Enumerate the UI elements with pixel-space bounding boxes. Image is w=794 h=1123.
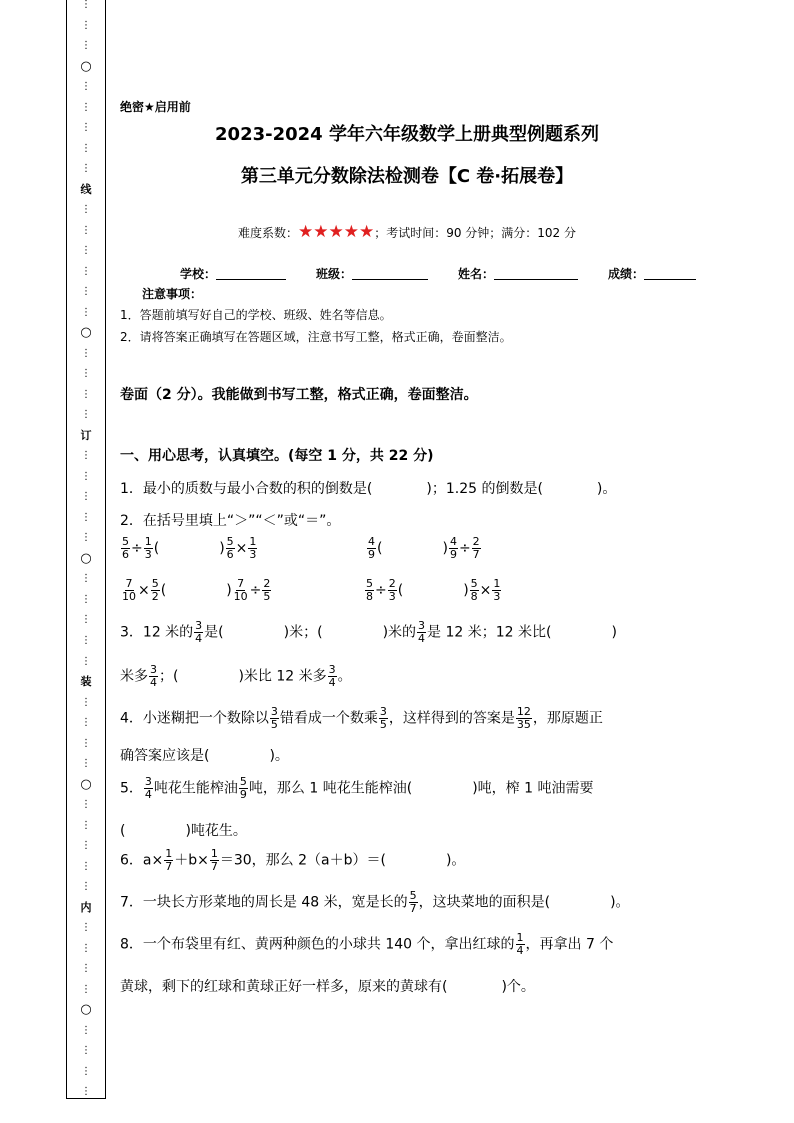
dots-mark: ⋮: [81, 881, 91, 893]
question-8-line2: [120, 976, 535, 996]
question-text: 7．一块长方形菜地的周长是 48 米，宽是长的: [120, 894, 408, 911]
fraction: [151, 578, 160, 603]
question-5-line1: [120, 776, 593, 801]
numerator: 3: [328, 663, 336, 676]
dots-mark: ⋮: [81, 634, 91, 646]
numerator: 3: [270, 705, 278, 718]
fraction: [194, 620, 203, 645]
dots-mark: ⋮: [81, 19, 91, 31]
numerator: 5: [151, 577, 159, 590]
dots-mark: ⋮: [81, 655, 91, 667]
numerator: 5: [366, 577, 373, 590]
fraction: [388, 578, 397, 603]
numerator: 3: [150, 663, 157, 676]
denominator: 4: [328, 676, 336, 689]
question-text: ，那原题正: [532, 710, 603, 727]
numerator: 1: [210, 847, 218, 860]
dots-mark: ⋮: [81, 1086, 91, 1098]
notes-title: 注意事项：: [142, 287, 203, 301]
question-text: ，这样得到的答案是: [388, 710, 515, 727]
question-text: )。: [269, 748, 289, 764]
numerator: 4: [368, 535, 375, 548]
dots-mark: ⋮: [81, 306, 91, 318]
numerator: 7: [237, 577, 245, 590]
question-text: )。: [445, 852, 466, 869]
question-text: ): [611, 624, 617, 641]
dots-mark: ⋮: [81, 101, 91, 113]
question-text: (: [153, 540, 160, 557]
question-text: 米多: [120, 668, 148, 685]
dots-mark: ⋮: [81, 1065, 91, 1077]
dots-mark: ⋮: [81, 142, 91, 154]
denominator: 9: [368, 548, 375, 561]
question-text: 是 12 米；12 米比(: [427, 624, 552, 641]
question-text: )米比 12 米多: [238, 668, 327, 685]
dots-mark: ⋮: [81, 737, 91, 749]
dots-mark: ⋮: [81, 840, 91, 852]
numerator: 5: [470, 577, 478, 590]
fraction: [328, 664, 337, 689]
denominator: 8: [366, 590, 373, 603]
dots-mark: ⋮: [81, 40, 91, 52]
fraction: [210, 848, 219, 873]
fraction: [248, 536, 257, 561]
school-field[interactable]: [216, 279, 286, 280]
question-text: )；1.25 的倒数是(: [426, 481, 543, 497]
question-7: [120, 890, 630, 915]
denominator: 3: [249, 548, 257, 561]
question-text: ÷: [249, 582, 262, 599]
question-text: )。: [596, 481, 617, 497]
section-heading: 一、用心思考，认真填空。(每空 1 分，共 22 分): [120, 448, 434, 464]
denominator: 7: [409, 902, 417, 915]
dots-mark: ⋮: [81, 388, 91, 400]
numerator: 1: [516, 931, 524, 944]
note-item: 2．请将答案正确填写在答题区域，注意书写工整，格式正确，卷面整洁。: [120, 330, 512, 344]
denominator: 5: [263, 590, 271, 603]
numerator: 1: [249, 535, 257, 548]
question-text: (: [160, 582, 167, 599]
fraction: [492, 578, 501, 603]
question-2-stem: 2．在括号里填上“＞”“＜”或“＝”。: [120, 513, 341, 529]
numerator: 1: [493, 577, 501, 590]
dots-mark: ⋮: [81, 860, 91, 872]
score-label: 成绩：: [608, 267, 645, 281]
numerator: 5: [122, 535, 129, 548]
fraction: [164, 848, 173, 873]
denominator: 6: [122, 548, 129, 561]
question-text: )。: [610, 894, 630, 911]
question-text: 5．: [120, 780, 143, 797]
dots-mark: ⋮: [81, 286, 91, 298]
question-text: ): [219, 540, 225, 557]
question-text: ＝30，那么 2（a＋b）＝(: [219, 852, 386, 869]
denominator: 4: [516, 944, 524, 957]
fraction: [239, 776, 248, 801]
dots-mark: ⋮: [81, 450, 91, 462]
denominator: 3: [388, 590, 396, 603]
fraction: [365, 578, 374, 603]
question-3-line1: [120, 620, 617, 645]
question-4-line2: [120, 745, 289, 765]
question-text: ×: [235, 540, 248, 557]
question-text: )吨花生。: [185, 823, 247, 839]
fraction: [144, 536, 153, 561]
denominator: 3: [493, 590, 501, 603]
question-text: ；(: [159, 668, 179, 685]
denominator: 6: [226, 548, 234, 561]
margin-label: 线: [80, 182, 92, 196]
dots-mark: ⋮: [81, 758, 91, 770]
dots-mark: ⋮: [81, 614, 91, 626]
question-text: 吨花生能榨油: [153, 780, 238, 797]
fraction: [270, 706, 279, 731]
fraction: [516, 706, 532, 731]
question-text: 4．小迷糊把一个数除以: [120, 710, 269, 727]
question-text: ×: [479, 582, 492, 599]
question-text: 黄球，剩下的红球和黄球正好一样多，原来的黄球有(: [120, 979, 448, 995]
denominator: 35: [516, 718, 531, 731]
circle-mark: ○: [80, 550, 92, 566]
dots-mark: ⋮: [81, 799, 91, 811]
dots-mark: ⋮: [81, 1024, 91, 1036]
question-text: 1．最小的质数与最小合数的积的倒数是(: [120, 481, 373, 497]
numerator: 3: [418, 619, 426, 632]
question-3-line2: [120, 664, 352, 689]
question-text: ，这块菜地的面积是(: [418, 894, 551, 911]
question-text: ，再拿出 7 个: [525, 936, 614, 953]
question-5-line2: [120, 820, 247, 840]
difficulty-label: 难度系数：: [237, 226, 298, 240]
dots-mark: ⋮: [81, 1045, 91, 1057]
fraction: [233, 578, 249, 603]
numerator: 3: [379, 705, 387, 718]
denominator: 10: [122, 590, 136, 603]
class-label: 班级：: [316, 267, 353, 281]
question-text: 确答案应该是(: [120, 748, 210, 764]
denominator: 7: [210, 860, 218, 873]
exam-subtitle: 第三单元分数除法检测卷【C 卷·拓展卷】: [240, 166, 574, 187]
numerator: 5: [226, 535, 234, 548]
question-text: 3．12 米的: [120, 624, 194, 641]
numerator: 2: [263, 577, 271, 590]
denominator: 10: [233, 590, 248, 603]
denominator: 5: [270, 718, 278, 731]
question-text: 吨，那么 1 吨花生能榨油(: [248, 780, 413, 797]
fraction: [472, 536, 481, 561]
dots-mark: ⋮: [81, 204, 91, 216]
question-text: ÷: [458, 540, 471, 557]
dots-mark: ⋮: [81, 224, 91, 236]
dots-mark: ⋮: [81, 368, 91, 380]
q2-expr-2: [366, 536, 482, 561]
question-text: (: [397, 582, 404, 599]
dots-mark: ⋮: [81, 491, 91, 503]
fraction: [470, 578, 479, 603]
numerator: 2: [472, 535, 480, 548]
dots-mark: ⋮: [81, 573, 91, 585]
fraction: [367, 536, 376, 561]
dots-mark: ⋮: [81, 409, 91, 421]
fraction: [121, 536, 130, 561]
question-text: 。: [337, 668, 352, 685]
question-8-line1: [120, 932, 613, 957]
question-text: ÷: [375, 582, 387, 599]
dots-mark: ⋮: [81, 163, 91, 175]
question-6: [120, 848, 465, 873]
fraction: [262, 578, 271, 603]
question-text: 6．a×: [120, 852, 164, 869]
circle-mark: ○: [80, 325, 92, 341]
dots-mark: ⋮: [81, 122, 91, 134]
dots-mark: ⋮: [81, 819, 91, 831]
dots-mark: ⋮: [81, 511, 91, 523]
fraction: [379, 706, 388, 731]
dots-mark: ⋮: [81, 963, 91, 975]
dots-mark: ⋮: [81, 0, 91, 10]
numerator: 5: [239, 775, 247, 788]
dots-mark: ⋮: [81, 942, 91, 954]
note-item: 1．答题前填写好自己的学校、班级、姓名等信息。: [120, 308, 392, 322]
fraction: [417, 620, 426, 645]
dots-mark: ⋮: [81, 983, 91, 995]
question-text: )米的: [382, 624, 417, 641]
question-text: )个。: [501, 979, 535, 995]
denominator: 8: [470, 590, 478, 603]
student-info-row: [180, 265, 696, 282]
fraction: [409, 890, 418, 915]
denominator: 4: [144, 788, 152, 801]
denominator: 5: [379, 718, 387, 731]
dots-mark: ⋮: [81, 532, 91, 544]
dots-mark: ⋮: [81, 347, 91, 359]
numerator: 4: [449, 535, 457, 548]
question-1: [120, 478, 616, 498]
question-text: ): [442, 540, 448, 557]
dots-mark: ⋮: [81, 470, 91, 482]
dots-mark: ⋮: [81, 81, 91, 93]
dots-mark: ⋮: [81, 922, 91, 934]
dots-mark: ⋮: [81, 717, 91, 729]
denominator: 2: [151, 590, 159, 603]
numerator: 12: [516, 705, 531, 718]
denominator: 7: [472, 548, 480, 561]
denominator: 4: [418, 632, 426, 645]
numerator: 3: [195, 619, 203, 632]
q2-expr-1: [120, 536, 258, 561]
class-field[interactable]: [352, 279, 428, 280]
denominator: 4: [150, 676, 157, 689]
question-text: )米；(: [283, 624, 323, 641]
fraction: [516, 932, 525, 957]
numerator: 1: [144, 535, 152, 548]
dots-mark: ⋮: [81, 696, 91, 708]
question-4-line1: [120, 706, 603, 731]
school-label: 学校：: [180, 267, 217, 281]
circle-mark: ○: [80, 776, 92, 792]
numerator: 1: [165, 847, 173, 860]
numerator: 7: [125, 577, 133, 590]
exam-time-score: ；考试时间：90 分钟；满分：102 分: [374, 226, 577, 240]
exam-title: 2023-2024 学年六年级数学上册典型例题系列: [215, 124, 599, 145]
dots-mark: ⋮: [81, 593, 91, 605]
fraction: [226, 536, 235, 561]
score-field[interactable]: [644, 279, 696, 280]
q2-expr-3: [120, 578, 272, 603]
denominator: 9: [239, 788, 247, 801]
numerator: 3: [144, 775, 152, 788]
question-text: (: [377, 540, 383, 557]
question-text: ＋b×: [174, 852, 209, 869]
margin-label: 订: [80, 428, 92, 442]
question-text: )吨，榨 1 吨油需要: [472, 780, 594, 797]
fraction: [144, 776, 153, 801]
margin-label: 装: [80, 675, 92, 689]
dots-mark: ⋮: [81, 245, 91, 257]
difficulty-stars: ★★★★★: [298, 222, 375, 242]
question-text: (: [120, 823, 126, 839]
question-text: 8．一个布袋里有红、黄两种颜色的小球共 140 个，拿出红球的: [120, 936, 515, 953]
question-text: 是(: [204, 624, 224, 641]
numerator: 2: [388, 577, 396, 590]
secret-label: 绝密★启用前: [120, 100, 191, 114]
dots-mark: ⋮: [81, 265, 91, 277]
q2-expr-4: [364, 578, 502, 603]
fraction: [149, 664, 158, 689]
question-text: ): [463, 582, 469, 599]
margin-label: 内: [80, 900, 92, 914]
name-field[interactable]: [494, 279, 578, 280]
circle-mark: ○: [80, 58, 92, 74]
exam-meta: [0, 222, 794, 242]
fraction: [449, 536, 458, 561]
denominator: 9: [449, 548, 457, 561]
question-text: 错看成一个数乘: [279, 710, 378, 727]
neatness-statement: 卷面（2 分）。我能做到书写工整，格式正确，卷面整洁。: [120, 387, 478, 403]
denominator: 4: [195, 632, 203, 645]
fraction: [121, 578, 137, 603]
name-label: 姓名：: [458, 267, 495, 281]
denominator: 3: [144, 548, 152, 561]
denominator: 7: [165, 860, 173, 873]
circle-mark: ○: [80, 1002, 92, 1018]
question-text: ÷: [131, 540, 143, 557]
question-text: ×: [138, 582, 150, 599]
numerator: 5: [409, 889, 417, 902]
question-text: ): [226, 582, 232, 599]
